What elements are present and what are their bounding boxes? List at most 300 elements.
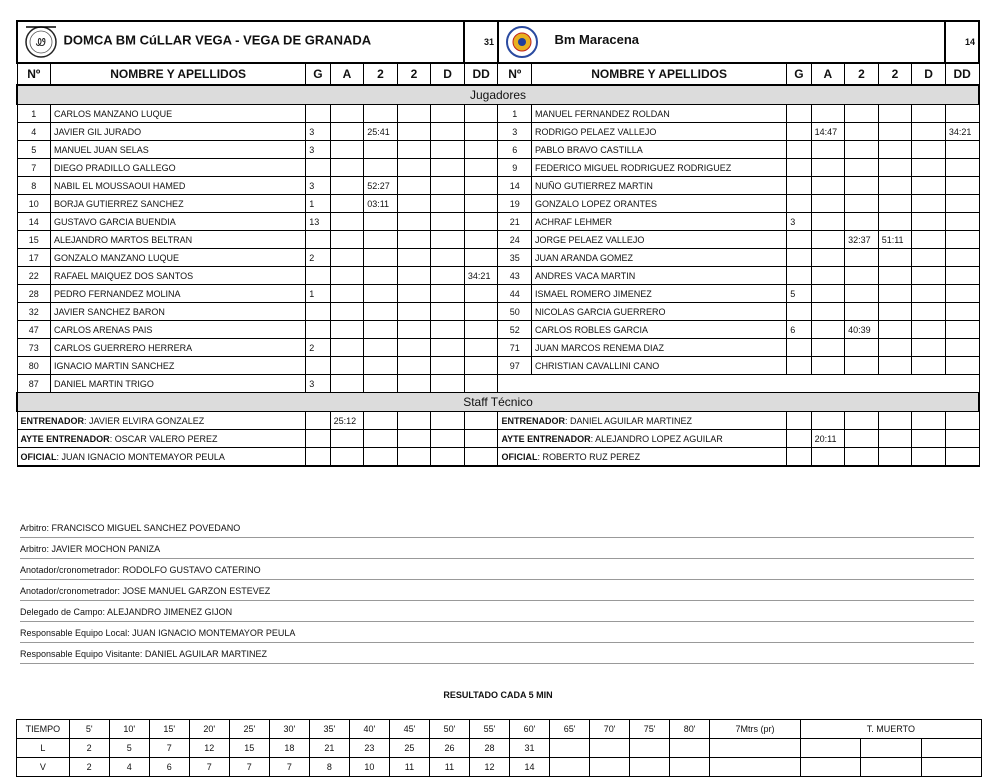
home-player-m1 [364,357,398,375]
away-player-g: 5 [787,285,811,303]
home-col-2min-2: 2 [397,63,431,85]
home-player-d [431,249,465,267]
player-row [17,357,979,375]
home-player-name: PEDRO FERNANDEZ MOLINA [51,285,306,303]
away-staff-name: : DANIEL AGUILAR MARTINEZ [564,415,693,426]
home-staff-g [306,430,330,448]
results-row [17,758,982,777]
home-player-a [330,321,364,339]
home-player-d [431,339,465,357]
results-cell [590,739,630,758]
away-staff-m1 [845,448,879,467]
away-player-number: 50 [498,303,532,321]
away-empty-cell [498,375,979,393]
home-player-g [306,231,330,249]
home-staff-g [306,448,330,467]
home-staff-a [330,448,364,467]
match-sheet [16,20,980,467]
home-player-d [431,141,465,159]
away-player-a [811,267,845,285]
away-player-a [811,303,845,321]
home-player-d [431,123,465,141]
away-player-g [787,339,811,357]
away-player-number: 24 [498,231,532,249]
player-row [17,123,979,141]
results-table [16,719,982,777]
away-player-m1: 40:39 [845,321,879,339]
home-staff-m2 [397,430,431,448]
results-header-cell: 65' [550,720,590,739]
away-player-m2 [878,141,912,159]
away-player-name: MANUEL FERNANDEZ ROLDAN [532,105,787,123]
results-row [17,739,982,758]
home-player-name: CARLOS GUERRERO HERRERA [51,339,306,357]
home-player-m1 [364,141,398,159]
away-player-m1 [845,195,879,213]
away-player-dd [945,177,979,195]
home-player-m2 [397,195,431,213]
home-player-m2 [397,375,431,393]
away-player-d [912,195,946,213]
away-player-d [912,231,946,249]
away-player-g [787,303,811,321]
home-staff-role: OFICIAL [20,451,57,462]
home-player-d [431,285,465,303]
away-player-m2 [878,285,912,303]
player-row [17,231,979,249]
results-cell: 28 [469,739,509,758]
home-player-number: 73 [17,339,51,357]
away-player-d [912,267,946,285]
home-player-dd [464,105,498,123]
home-player-name: JAVIER SANCHEZ BARON [51,303,306,321]
away-player-m2 [878,303,912,321]
results-cell: 10 [349,758,389,777]
home-player-name: DIEGO PRADILLO GALLEGO [51,159,306,177]
home-player-name: GONZALO MANZANO LUQUE [51,249,306,267]
home-player-name: GUSTAVO GARCIA BUENDIA [51,213,306,231]
home-player-g: 3 [306,375,330,393]
away-staff-m1 [845,412,879,430]
away-player-m1 [845,123,879,141]
away-player-d [912,249,946,267]
away-player-d [912,105,946,123]
results-header-cell: 5' [69,720,109,739]
away-player-name: RODRIGO PELAEZ VALLEJO [532,123,787,141]
away-col-num: Nº [498,63,532,85]
away-player-m1: 32:37 [845,231,879,249]
away-player-dd [945,105,979,123]
results-header-cell: 35' [309,720,349,739]
players-section-row [17,85,979,105]
home-staff-dd [464,430,498,448]
home-player-number: 10 [17,195,51,213]
home-player-dd [464,357,498,375]
home-player-number: 22 [17,267,51,285]
away-staff-d [912,430,946,448]
away-player-name: ISMAEL ROMERO JIMENEZ [532,285,787,303]
home-staff-member [17,412,306,430]
away-staff-g [787,430,811,448]
away-staff-m2 [878,448,912,467]
results-cell: 7 [149,739,189,758]
results-cell: V [17,758,70,777]
home-player-m1 [364,285,398,303]
results-header-cell: 60' [510,720,550,739]
results-header-cell: 70' [590,720,630,739]
home-staff-member [17,448,306,467]
away-player-dd [945,213,979,231]
home-player-m1: 25:41 [364,123,398,141]
home-player-d [431,321,465,339]
home-player-g: 3 [306,141,330,159]
results-cell: 8 [309,758,349,777]
results-cell [670,739,710,758]
home-player-name: ALEJANDRO MARTOS BELTRAN [51,231,306,249]
home-player-dd [464,159,498,177]
results-cell: 18 [269,739,309,758]
away-player-g [787,123,811,141]
away-player-name: NICOLAS GARCIA GUERRERO [532,303,787,321]
home-player-number: 87 [17,375,51,393]
away-player-m1 [845,213,879,231]
home-club-crest-icon [21,25,61,59]
away-player-dd [945,303,979,321]
home-player-d [431,105,465,123]
staff-section-title: Staff Técnico [17,393,979,412]
results-cell: 25 [389,739,429,758]
away-player-d [912,303,946,321]
away-player-g [787,267,811,285]
away-player-g [787,231,811,249]
away-staff-g [787,448,811,467]
home-player-m2 [397,177,431,195]
away-player-d [912,357,946,375]
away-player-g [787,141,811,159]
away-player-d [912,285,946,303]
results-header-cell: 55' [469,720,509,739]
home-player-g [306,357,330,375]
player-row [17,249,979,267]
results-header-cell: 15' [149,720,189,739]
away-player-d [912,321,946,339]
home-player-m1 [364,267,398,285]
results-cell [590,758,630,777]
home-staff-dd [464,448,498,467]
home-staff-name: : JAVIER ELVIRA GONZALEZ [84,415,205,426]
home-player-number: 5 [17,141,51,159]
away-player-a [811,105,845,123]
away-player-m1 [845,267,879,285]
official-line: Anotador/cronometrador: RODOLFO GUSTAVO CATERINO [20,559,974,580]
home-staff-m2 [397,412,431,430]
staff-row [17,412,979,430]
away-player-m1 [845,141,879,159]
home-player-dd [464,303,498,321]
results-header-cell: 50' [429,720,469,739]
away-staff-name: : ALEJANDRO LOPEZ AGUILAR [590,433,723,444]
away-player-m2 [878,321,912,339]
home-player-g: 2 [306,249,330,267]
results-cell: 4 [109,758,149,777]
home-staff-name: : JUAN IGNACIO MONTEMAYOR PEULA [56,451,225,462]
away-player-a [811,177,845,195]
results-cell: 6 [149,758,189,777]
home-player-d [431,213,465,231]
away-player-d [912,339,946,357]
away-col-d: D [912,63,946,85]
away-player-g [787,249,811,267]
home-player-name: MANUEL JUAN SELAS [51,141,306,159]
home-player-a [330,267,364,285]
results-header-row [17,720,982,739]
home-col-num: Nº [17,63,51,85]
away-player-d [912,213,946,231]
home-player-dd [464,123,498,141]
results-cell: 15 [229,739,269,758]
away-player-d [912,159,946,177]
away-player-name: CARLOS ROBLES GARCIA [532,321,787,339]
away-player-number: 21 [498,213,532,231]
home-player-a [330,339,364,357]
home-staff-a: 25:12 [330,412,364,430]
results-cell [710,758,801,777]
results-header-cell: TIEMPO [17,720,70,739]
home-staff-member [17,430,306,448]
away-player-m2 [878,267,912,285]
home-player-name: BORJA GUTIERREZ SANCHEZ [51,195,306,213]
home-player-d [431,303,465,321]
away-player-number: 35 [498,249,532,267]
away-player-m1 [845,249,879,267]
home-player-dd [464,249,498,267]
away-player-number: 14 [498,177,532,195]
away-player-g [787,357,811,375]
away-player-m1 [845,339,879,357]
home-player-a [330,285,364,303]
away-staff-role: AYTE ENTRENADOR [501,433,591,444]
away-player-number: 97 [498,357,532,375]
home-player-name: IGNACIO MARTIN SANCHEZ [51,357,306,375]
away-col-name: NOMBRE Y APELLIDOS [532,63,787,85]
home-player-g [306,267,330,285]
away-player-g [787,195,811,213]
home-player-number: 28 [17,285,51,303]
away-player-g: 6 [787,321,811,339]
home-player-g [306,321,330,339]
teams-header-row [17,21,979,63]
player-row [17,141,979,159]
home-team-header [17,21,464,63]
home-player-g: 1 [306,285,330,303]
home-player-d [431,159,465,177]
away-staff-name: : ROBERTO RUZ PEREZ [537,451,641,462]
away-player-number: 52 [498,321,532,339]
staff-row [17,430,979,448]
away-player-dd [945,231,979,249]
away-staff-d [912,448,946,467]
away-col-g: G [787,63,811,85]
home-player-d [431,195,465,213]
home-player-m2 [397,213,431,231]
home-col-dd: DD [464,63,498,85]
away-player-m2: 51:11 [878,231,912,249]
staff-row [17,448,979,467]
results-cell [550,739,590,758]
away-club-crest-icon [502,25,542,59]
results-cell: 23 [349,739,389,758]
results-cell: 7 [269,758,309,777]
home-col-name: NOMBRE Y APELLIDOS [51,63,306,85]
away-team-header [498,21,945,63]
away-player-dd [945,339,979,357]
results-cell [630,758,670,777]
home-player-a [330,213,364,231]
away-player-a [811,213,845,231]
home-staff-m1 [364,412,398,430]
player-row [17,213,979,231]
away-player-name: JUAN ARANDA GOMEZ [532,249,787,267]
home-col-a: A [330,63,364,85]
away-player-a [811,141,845,159]
home-player-m2 [397,123,431,141]
away-player-m1 [845,177,879,195]
home-staff-dd [464,412,498,430]
away-staff-a [811,412,845,430]
home-player-m1 [364,231,398,249]
home-player-a [330,303,364,321]
away-col-a: A [811,63,845,85]
player-row [17,303,979,321]
away-staff-m1 [845,430,879,448]
results-title: RESULTADO CADA 5 MIN [443,690,553,700]
home-staff-role: AYTE ENTRENADOR [20,433,110,444]
away-player-dd [945,267,979,285]
home-player-number: 1 [17,105,51,123]
away-staff-dd [945,412,979,430]
home-player-dd [464,321,498,339]
home-player-m1 [364,321,398,339]
home-player-number: 32 [17,303,51,321]
home-player-dd [464,375,498,393]
home-player-g [306,159,330,177]
home-player-number: 15 [17,231,51,249]
away-player-m1 [845,357,879,375]
away-player-m2 [878,339,912,357]
results-cell: 7 [229,758,269,777]
away-staff-member [498,412,787,430]
home-player-m1 [364,213,398,231]
away-player-m1 [845,105,879,123]
results-header-cell: 45' [389,720,429,739]
away-player-number: 19 [498,195,532,213]
away-player-name: CHRISTIAN CAVALLINI CANO [532,357,787,375]
player-row [17,339,979,357]
home-player-g: 3 [306,177,330,195]
away-player-number: 44 [498,285,532,303]
home-player-g [306,105,330,123]
player-row [17,195,979,213]
player-row [17,159,979,177]
home-player-a [330,105,364,123]
home-player-m2 [397,339,431,357]
home-player-number: 14 [17,213,51,231]
home-player-m1 [364,105,398,123]
player-row [17,267,979,285]
home-player-dd [464,177,498,195]
home-staff-d [431,412,465,430]
home-player-d [431,267,465,285]
home-player-m1 [364,159,398,177]
home-player-name: DANIEL MARTIN TRIGO [51,375,306,393]
results-cell [710,739,801,758]
away-player-m2 [878,195,912,213]
away-player-d [912,141,946,159]
away-player-name: ANDRES VACA MARTIN [532,267,787,285]
home-player-d [431,357,465,375]
results-header-cell: T. MUERTO [800,720,981,739]
results-cell: 26 [429,739,469,758]
away-staff-d [912,412,946,430]
home-staff-m2 [397,448,431,467]
home-staff-m1 [364,430,398,448]
home-player-a [330,159,364,177]
home-team-name: DOMCA BM CúLLAR VEGA - VEGA DE GRANADA [63,32,372,48]
timeout-cell [800,758,981,777]
away-player-m2 [878,213,912,231]
away-player-dd [945,159,979,177]
away-player-number: 6 [498,141,532,159]
home-team-score: 31 [464,21,498,63]
home-player-m2 [397,357,431,375]
away-staff-member [498,448,787,467]
home-player-number: 4 [17,123,51,141]
home-player-number: 17 [17,249,51,267]
away-player-g [787,159,811,177]
away-col-2min-1: 2 [845,63,879,85]
away-player-dd [945,285,979,303]
officials-list [20,517,974,664]
timeout-slot-2 [861,739,921,757]
home-player-d [431,231,465,249]
home-player-m2 [397,159,431,177]
away-player-name: PABLO BRAVO CASTILLA [532,141,787,159]
column-header-row [17,63,979,85]
away-player-dd [945,249,979,267]
home-player-a [330,375,364,393]
player-row [17,321,979,339]
player-row [17,105,979,123]
away-player-m1 [845,159,879,177]
away-player-a [811,195,845,213]
results-cell: 2 [69,758,109,777]
away-team-score: 14 [945,21,979,63]
away-player-dd: 34:21 [945,123,979,141]
player-row [17,375,979,393]
results-cell: 11 [429,758,469,777]
home-player-dd [464,285,498,303]
home-player-m1 [364,375,398,393]
away-player-name: FEDERICO MIGUEL RODRIGUEZ RODRIGUEZ [532,159,787,177]
results-header-cell: 10' [109,720,149,739]
home-player-number: 80 [17,357,51,375]
away-staff-dd [945,448,979,467]
home-col-g: G [306,63,330,85]
home-player-name: CARLOS MANZANO LUQUE [51,105,306,123]
results-header-cell: 75' [630,720,670,739]
home-player-a [330,357,364,375]
away-player-a [811,285,845,303]
